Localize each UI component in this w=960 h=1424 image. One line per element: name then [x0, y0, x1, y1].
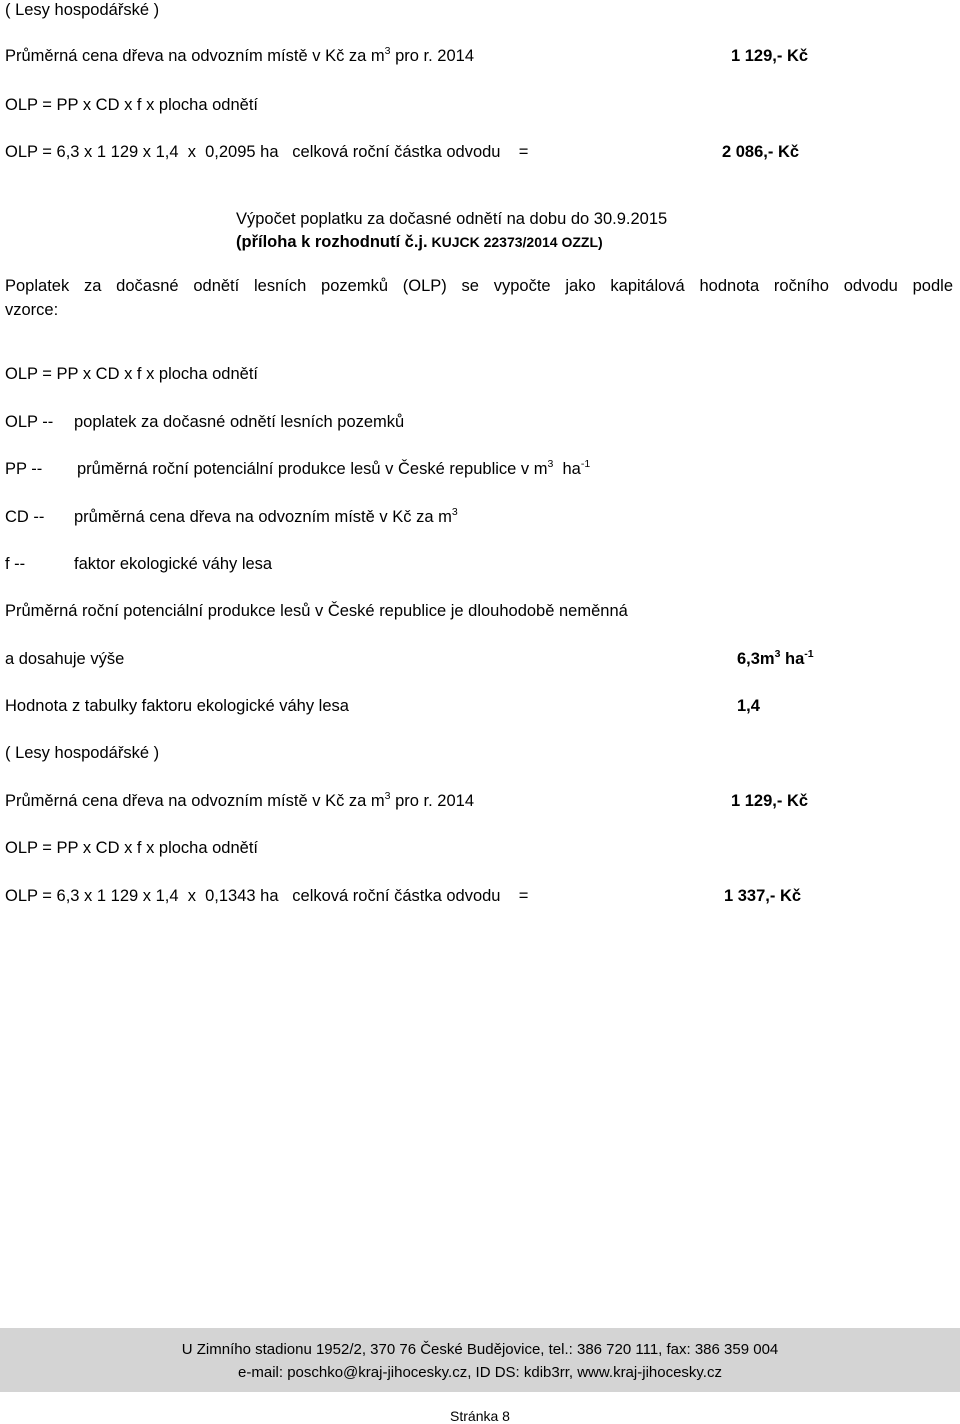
wood-price-text-2: Průměrná cena dřeva na odvozním místě v Kč za m	[5, 792, 385, 810]
ecological-factor-value: 1,4	[737, 697, 760, 715]
legend-abbr-cd: CD --	[5, 508, 45, 526]
legend-desc-pp	[77, 459, 590, 479]
intro-paragraph-end: vzorce:	[5, 301, 59, 319]
formula-definition: OLP = PP x CD x f x plocha odnětí	[5, 365, 258, 383]
production-value-unit: ha	[780, 650, 805, 668]
olp-calculation-2: OLP = 6,3 x 1 129 x 1,4 x 0,1343 ha celková roční částka odvodu =	[5, 887, 529, 905]
legend-desc-olp: poplatek za dočasné odnětí lesních pozemků	[74, 413, 405, 431]
wood-price-year: pro r. 2014	[390, 47, 474, 65]
olp-calculation-result-2: 1 337,- Kč	[724, 887, 802, 905]
forest-type-label: ( Lesy hospodářské )	[5, 1, 160, 19]
legend-desc-cd-sup: 3	[451, 505, 458, 518]
production-statement: Průměrná roční potenciální produkce lesů v České republice je dlouhodobě neměnná	[5, 602, 628, 620]
production-value-unit-sup: -1	[804, 647, 814, 660]
wood-price-value-2: 1 129,- Kč	[731, 792, 809, 810]
legend-desc-pp-sup: 3	[547, 457, 554, 470]
legend-desc-pp-unit: ha	[553, 460, 581, 478]
wood-price-sup: 3	[384, 44, 391, 57]
footer-contact: e-mail: poschko@kraj-jihocesky.cz, ID DS: kdib3rr, www.kraj-jihocesky.cz	[238, 1364, 722, 1381]
legend-abbr-pp: PP --	[5, 460, 43, 478]
wood-price-text: Průměrná cena dřeva na odvozním místě v Kč za m	[5, 47, 385, 65]
production-label: a dosahuje výše	[5, 650, 125, 668]
legend-desc-pp-text: průměrná roční potenciální produkce lesů v České republice v m	[77, 460, 548, 478]
section-subheading	[236, 232, 603, 252]
legend-desc-f: faktor ekologické váhy lesa	[74, 555, 273, 573]
forest-type-label-2: ( Lesy hospodářské )	[5, 744, 160, 762]
decision-number: KUJCK 22373/2014 OZZL)	[427, 234, 603, 250]
ecological-factor-label: Hodnota z tabulky faktoru ekologické váhy lesa	[5, 697, 349, 715]
production-value-sup: 3	[774, 647, 781, 660]
footer-bar	[0, 1328, 960, 1392]
intro-paragraph: Poplatek za dočasné odnětí lesních pozemků (OLP) se vypočte jako kapitálová hodnota ročního odvodu podle	[5, 277, 953, 295]
production-value-number: 6,3m	[737, 650, 775, 668]
legend-abbr-f: f --	[5, 555, 26, 573]
olp-calculation: OLP = 6,3 x 1 129 x 1,4 x 0,2095 ha celková roční částka odvodu =	[5, 143, 529, 161]
wood-price-label-2	[5, 791, 474, 811]
olp-calculation-result: 2 086,- Kč	[722, 143, 800, 161]
page-number: Stránka 8	[450, 1408, 510, 1424]
wood-price-sup-2: 3	[384, 789, 391, 802]
wood-price-label	[5, 46, 474, 66]
olp-formula-2: OLP = PP x CD x f x plocha odnětí	[5, 839, 258, 857]
production-value	[737, 649, 814, 669]
legend-desc-pp-unit-sup: -1	[580, 457, 591, 470]
legend-abbr-olp: OLP --	[5, 413, 54, 431]
section-heading: Výpočet poplatku za dočasné odnětí na dobu do 30.9.2015	[236, 210, 668, 228]
legend-desc-cd-text: průměrná cena dřeva na odvozním místě v Kč za m	[74, 508, 452, 526]
wood-price-value: 1 129,- Kč	[731, 47, 809, 65]
legend-desc-cd	[74, 507, 458, 527]
wood-price-year-2: pro r. 2014	[390, 792, 474, 810]
olp-formula: OLP = PP x CD x f x plocha odnětí	[5, 96, 258, 114]
attachment-ref: (příloha k rozhodnutí č.j.	[236, 233, 428, 251]
footer-address: U Zimního stadionu 1952/2, 370 76 České Budějovice, tel.: 386 720 111, fax: 386 359 004	[181, 1341, 779, 1358]
